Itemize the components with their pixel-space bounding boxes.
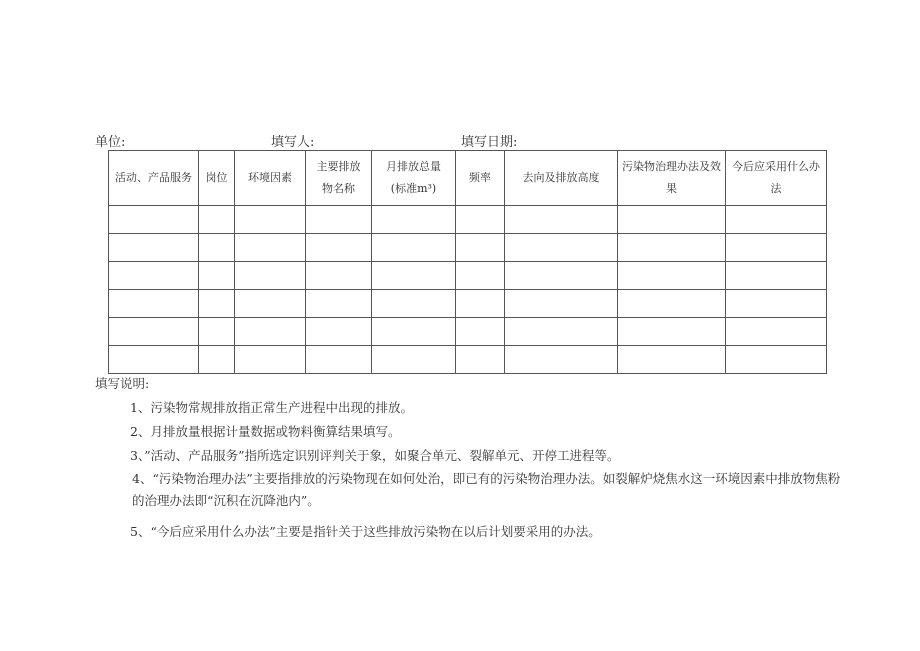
table-cell[interactable] bbox=[618, 262, 726, 290]
table-cell[interactable] bbox=[456, 234, 505, 262]
table-cell[interactable] bbox=[372, 318, 456, 346]
table-row bbox=[109, 318, 827, 346]
table-cell[interactable] bbox=[235, 318, 306, 346]
table-cell[interactable] bbox=[456, 318, 505, 346]
table-row bbox=[109, 262, 827, 290]
col-post: 岗位 bbox=[199, 151, 235, 206]
col-future-method: 今后应采用什么办法 bbox=[726, 151, 827, 206]
table-cell[interactable] bbox=[109, 262, 199, 290]
table-cell[interactable] bbox=[456, 290, 505, 318]
table-cell[interactable] bbox=[456, 262, 505, 290]
table-cell[interactable] bbox=[109, 290, 199, 318]
table-cell[interactable] bbox=[505, 346, 618, 374]
instruction-item-3: 3、”活动、产品服务”指所选定识别评判关于象，如聚合单元、裂解单元、开停工进程等。 bbox=[130, 448, 620, 463]
table-cell[interactable] bbox=[726, 262, 827, 290]
table-cell[interactable] bbox=[306, 234, 372, 262]
table-cell[interactable] bbox=[199, 206, 235, 234]
table-cell[interactable] bbox=[726, 346, 827, 374]
col-env-factor: 环境因素 bbox=[235, 151, 306, 206]
table-cell[interactable] bbox=[199, 262, 235, 290]
table-cell[interactable] bbox=[618, 318, 726, 346]
table-cell[interactable] bbox=[199, 318, 235, 346]
unit-label: 单位: bbox=[95, 135, 126, 150]
col-emission-name: 主要排放物名称 bbox=[306, 151, 372, 206]
table-cell[interactable] bbox=[109, 318, 199, 346]
table-cell[interactable] bbox=[235, 346, 306, 374]
table-cell[interactable] bbox=[726, 234, 827, 262]
filler-label: 填写人: bbox=[271, 135, 315, 150]
table-cell[interactable] bbox=[505, 206, 618, 234]
table-cell[interactable] bbox=[109, 234, 199, 262]
table-cell[interactable] bbox=[306, 290, 372, 318]
col-destination: 去向及排放高度 bbox=[505, 151, 618, 206]
table-cell[interactable] bbox=[306, 318, 372, 346]
table-cell[interactable] bbox=[235, 234, 306, 262]
instruction-item-5: 5、“今后应采用什么办法”主要是指针关于这些排放污染物在以后计划要采用的办法。 bbox=[130, 524, 601, 539]
instruction-item-1: 1、污染物常规排放指正常生产进程中出现的排放。 bbox=[130, 400, 413, 415]
table-cell[interactable] bbox=[306, 346, 372, 374]
col-activity: 活动、产品服务 bbox=[109, 151, 199, 206]
table-cell[interactable] bbox=[372, 290, 456, 318]
date-label: 填写日期: bbox=[461, 135, 518, 150]
table-cell[interactable] bbox=[618, 346, 726, 374]
table-cell[interactable] bbox=[235, 290, 306, 318]
table-cell[interactable] bbox=[456, 346, 505, 374]
table-cell[interactable] bbox=[372, 206, 456, 234]
table-cell[interactable] bbox=[199, 290, 235, 318]
table-cell[interactable] bbox=[618, 290, 726, 318]
table-cell[interactable] bbox=[618, 206, 726, 234]
table-cell[interactable] bbox=[726, 206, 827, 234]
table-cell[interactable] bbox=[456, 206, 505, 234]
table-row bbox=[109, 206, 827, 234]
table-cell[interactable] bbox=[306, 206, 372, 234]
table-row bbox=[109, 234, 827, 262]
instructions-title: 填写说明: bbox=[95, 376, 150, 391]
table-cell[interactable] bbox=[618, 234, 726, 262]
table-cell[interactable] bbox=[372, 346, 456, 374]
table-cell[interactable] bbox=[505, 262, 618, 290]
table-cell[interactable] bbox=[235, 206, 306, 234]
header-row bbox=[109, 151, 827, 206]
table-cell[interactable] bbox=[372, 262, 456, 290]
table-cell[interactable] bbox=[726, 290, 827, 318]
instruction-item-4: 4、“污染物治理办法”主要指排放的污染物现在如何处治，即已有的污染物治理办法。如裂解炉烧焦水这一环境因素中排放物焦粉的治理办法即“沉积在沉降池内”。 bbox=[132, 471, 841, 508]
table-cell[interactable] bbox=[235, 262, 306, 290]
table-cell[interactable] bbox=[306, 262, 372, 290]
table-cell[interactable] bbox=[372, 234, 456, 262]
col-frequency: 频率 bbox=[456, 151, 505, 206]
table-row bbox=[109, 290, 827, 318]
table-cell[interactable] bbox=[109, 346, 199, 374]
table-cell[interactable] bbox=[199, 346, 235, 374]
table-cell[interactable] bbox=[505, 234, 618, 262]
table-row bbox=[109, 346, 827, 374]
table-cell[interactable] bbox=[505, 318, 618, 346]
table-cell[interactable] bbox=[505, 290, 618, 318]
col-treatment: 污染物治理办法及效果 bbox=[618, 151, 726, 206]
table-cell[interactable] bbox=[199, 234, 235, 262]
col-monthly-total: 月排放总量(标准m³) bbox=[372, 151, 456, 206]
table-cell[interactable] bbox=[726, 318, 827, 346]
emission-table bbox=[108, 150, 827, 374]
table-cell[interactable] bbox=[109, 206, 199, 234]
instruction-item-2: 2、月排放量根据计量数据或物料衡算结果填写。 bbox=[130, 424, 401, 439]
